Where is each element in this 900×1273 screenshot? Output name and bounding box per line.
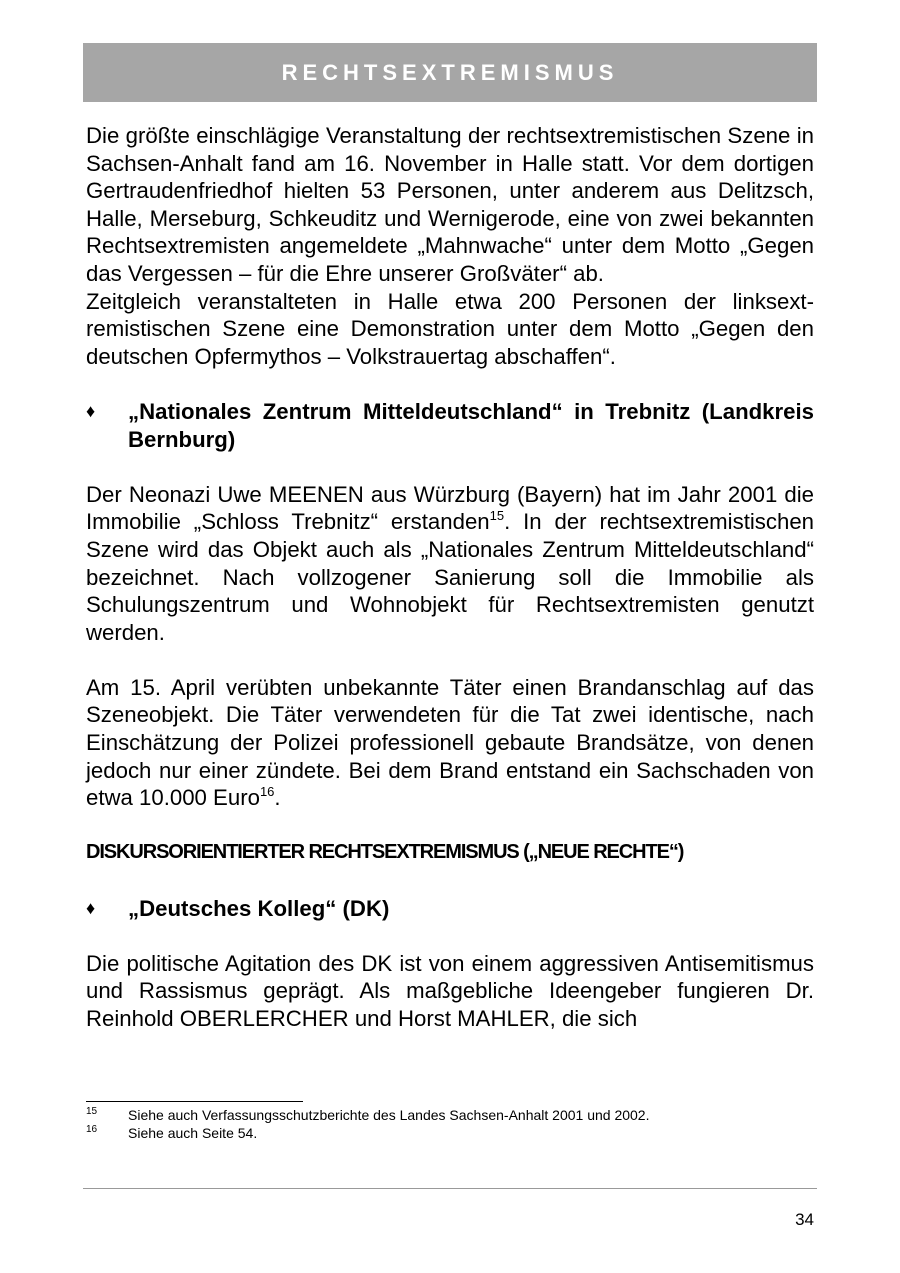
footnote-16 <box>86 1124 814 1142</box>
chapter-header-bar <box>83 43 817 102</box>
page-body <box>86 122 814 1033</box>
paragraph-meenen-rest: . In der rechtsextremistischen Szene wird das Objekt auch als „Nationales Zentrum Mitteldeutschland“ bezeichnet. Nach vollzogener Sanierung soll die Immobilie als Schulungszentrum und Wohnobjekt für Rechtsextremisten genutzt werden. <box>86 509 814 645</box>
footnote-number: 16 <box>86 1124 98 1135</box>
paragraph-arson <box>86 674 814 812</box>
footnote-separator <box>86 1101 303 1102</box>
heading-trebnitz-text: „Nationales Zentrum Mitteldeutschland“ in Trebnitz (Landkreis Bernburg) <box>128 398 814 452</box>
paragraph-arson-end: . <box>274 785 281 811</box>
paragraph-halle-event: Die größte einschlägige Veranstaltung der rechtsextremistischen Szene in Sachsen-Anhalt fand am 16. November in Halle statt. Vor dem dortigen Gertraudenfriedhof hielten 53 Personen, unter anderem aus Delitzsch, Halle, Merseburg, Schkeuditz und Wernigerode, eine von zwei bekannten Rechtsextremisten angemeldete „Mahnwache“ unter dem Motto „Gegen das Vergessen – für die Ehre unserer Großväter“ ab. <box>86 123 814 286</box>
footnote-text: Siehe auch Verfassungsschutzberichte des Landes Sachsen-Anhalt 2001 und 2002. <box>128 1107 650 1123</box>
heading-trebnitz <box>86 398 814 453</box>
footer-divider <box>83 1188 817 1189</box>
footnote-15 <box>86 1106 814 1124</box>
footnote-ref-16[interactable]: 16 <box>259 784 275 800</box>
heading-deutsches-kolleg-text: „Deutsches Kolleg“ (DK) <box>128 895 390 921</box>
page-number: 34 <box>795 1210 814 1229</box>
footnote-ref-15[interactable]: 15 <box>489 508 505 524</box>
diamond-bullet-icon: ♦ <box>86 897 96 918</box>
section-heading-neue-rechte: DISKURSORIENTIERTER RECHTSEXTREMISMUS („NEUE RECHTE“) <box>86 841 684 864</box>
paragraph-arson-text: Am 15. April verübten unbekannte Täter einen Brandanschlag auf das Szeneobjekt. Die Täter verwendeten für die Tat zwei identische, nach Einschätzung der Polizei professionell gebaute Brandsätze, von denen jedoch nur einer zündete. Bei dem Brand entstand ein Sachschaden von etwa 10.000 Euro <box>86 674 814 811</box>
paragraph-dk-agitation: Die politische Agitation des DK ist von einem aggressiven Antisemitismus und Rassismus geprägt. Als maßgebliche Ideengeber fungieren Dr. Reinhold OBERLERCHER und Horst MAHLER, die sich <box>86 950 814 1031</box>
footnote-text: Siehe auch Seite 54. <box>128 1125 258 1141</box>
diamond-bullet-icon: ♦ <box>86 400 96 421</box>
footnote-number: 15 <box>86 1106 98 1117</box>
footnotes <box>86 1106 814 1142</box>
paragraph-meenen <box>86 481 814 647</box>
chapter-title: RECHTSEXTREMISMUS <box>281 59 619 85</box>
paragraph-meenen-text: Der Neonazi Uwe MEENEN aus Würzburg (Bayern) hat im Jahr 2001 die Immobilie „Schloss Trebnitz“ erstanden <box>86 481 814 535</box>
paragraph-counter-demo: Zeitgleich veranstalteten in Halle etwa 200 Personen der linksextremistischen Szene eine Demonstration unter dem Motto „Gegen den deutschen Opfermythos – Volkstrauertag abschaffen“. <box>86 288 814 369</box>
heading-deutsches-kolleg <box>86 895 814 923</box>
